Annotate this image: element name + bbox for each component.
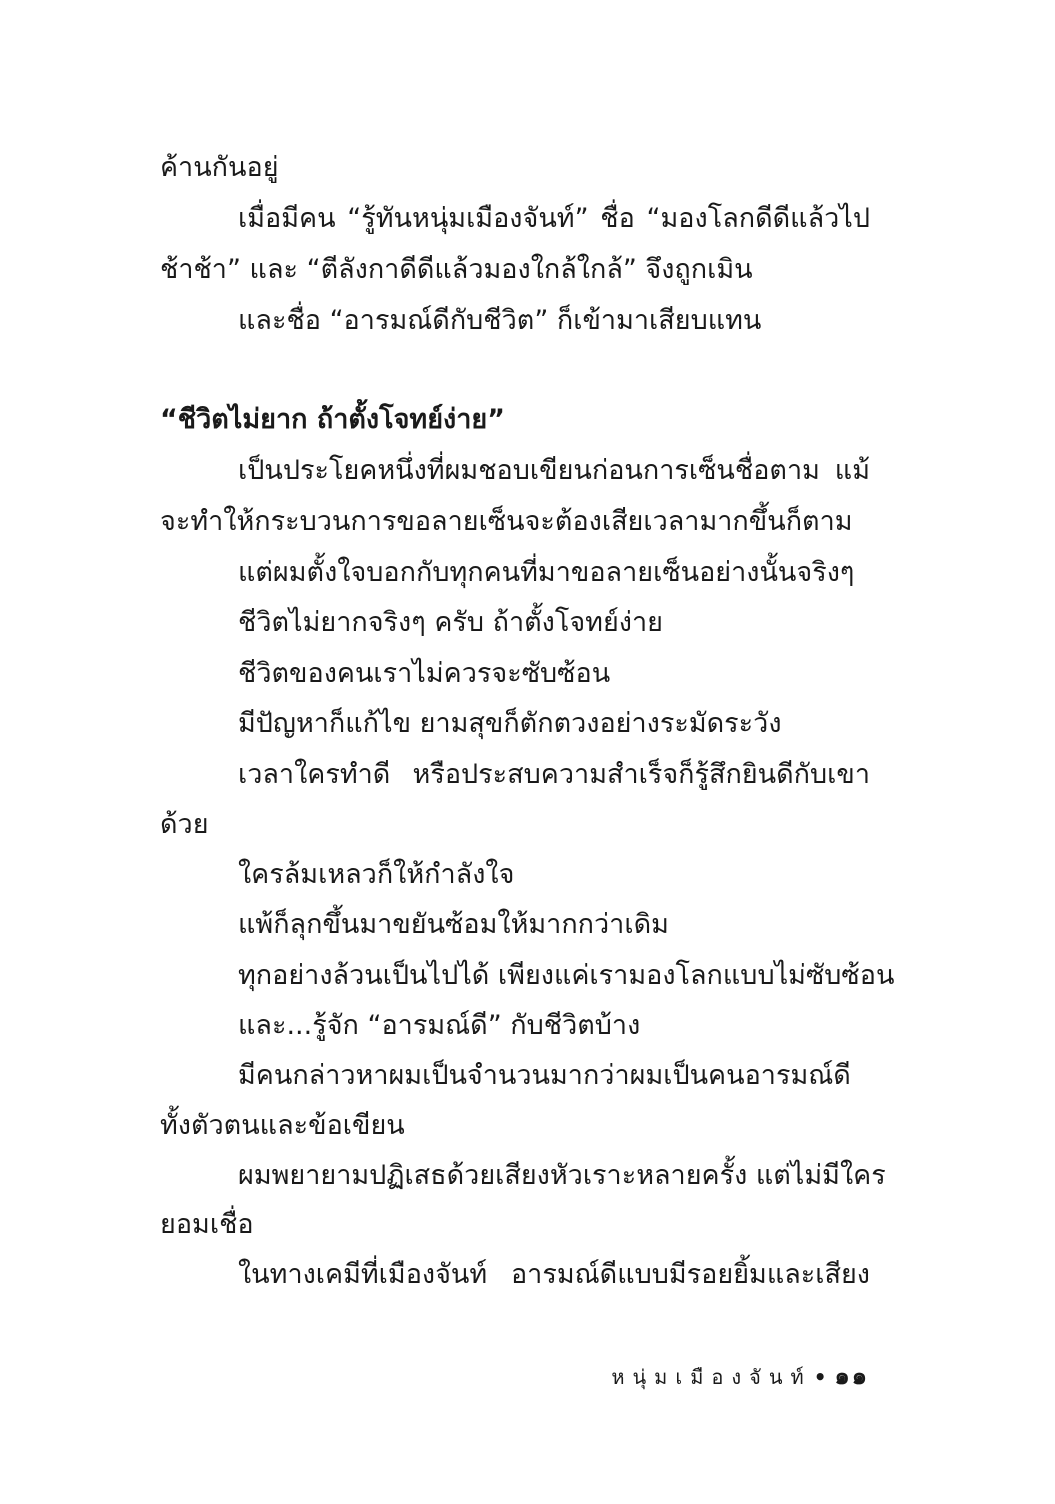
section-heading: “ชีวิตไม่ยาก ถ้าตั้งโจทย์ง่าย” [160, 404, 505, 435]
bullet-separator: • [813, 1365, 827, 1389]
body-line: ทุกอย่างล้วนเป็นไปได้ เพียงแค่เรามองโลกแบบไม่ซับซ้อน [238, 960, 895, 991]
page-footer [611, 1362, 869, 1391]
body-line: ค้านกันอยู่ [160, 152, 279, 183]
body-line: แพ้ก็ลุกขึ้นมาขยันซ้อมให้มากกว่าเดิม [238, 909, 669, 940]
body-line: จะทำให้กระบวนการขอลายเซ็นจะต้องเสียเวลามากขึ้นก็ตาม [160, 506, 853, 537]
body-line: และ...รู้จัก “อารมณ์ดี” กับชีวิตบ้าง [238, 1010, 641, 1041]
body-line: ชีวิตไม่ยากจริงๆ ครับ ถ้าตั้งโจทย์ง่าย [238, 607, 663, 638]
body-line: ช้าช้า” และ “ตีลังกาดีดีแล้วมองใกล้ใกล้” จึงถูกเมิน [160, 254, 753, 285]
body-line: แต่ผมตั้งใจบอกกับทุกคนที่มาขอลายเซ็นอย่างนั้นจริงๆ [238, 557, 855, 588]
body-line: ยอมเชื่อ [160, 1209, 254, 1240]
body-line: ผมพยายามปฏิเสธด้วยเสียงหัวเราะหลายครั้ง แต่ไม่มีใคร [238, 1160, 886, 1191]
body-line: และชื่อ “อารมณ์ดีกับชีวิต” ก็เข้ามาเสียบแทน [238, 305, 762, 336]
page-number: ๑๑ [834, 1362, 869, 1390]
running-title: หนุ่มเมืองจันท์ [611, 1365, 812, 1389]
body-line: ด้วย [160, 809, 209, 840]
body-line: ชีวิตของคนเราไม่ควรจะซับซ้อน [238, 658, 611, 689]
body-line: เมื่อมีคน “รู้ทันหนุ่มเมืองจันท์” ชื่อ “มองโลกดีดีแล้วไป [238, 203, 870, 234]
body-line: เวลาใครทำดี หรือประสบความสำเร็จก็รู้สึกยินดีกับเขา [238, 759, 870, 790]
body-line: ทั้งตัวตนและข้อเขียน [160, 1110, 405, 1141]
body-line: มีปัญหาก็แก้ไข ยามสุขก็ตักตวงอย่างระมัดระวัง [238, 708, 782, 739]
body-line: เป็นประโยคหนึ่งที่ผมชอบเขียนก่อนการเซ็นชื่อตาม แม้ [238, 455, 870, 486]
body-line: ใครล้มเหลวก็ให้กำลังใจ [238, 859, 515, 890]
body-line: ในทางเคมีที่เมืองจันท์ อารมณ์ดีแบบมีรอยยิ้มและเสียง [238, 1259, 870, 1290]
body-line: มีคนกล่าวหาผมเป็นจำนวนมากว่าผมเป็นคนอารมณ์ดี [238, 1060, 851, 1091]
